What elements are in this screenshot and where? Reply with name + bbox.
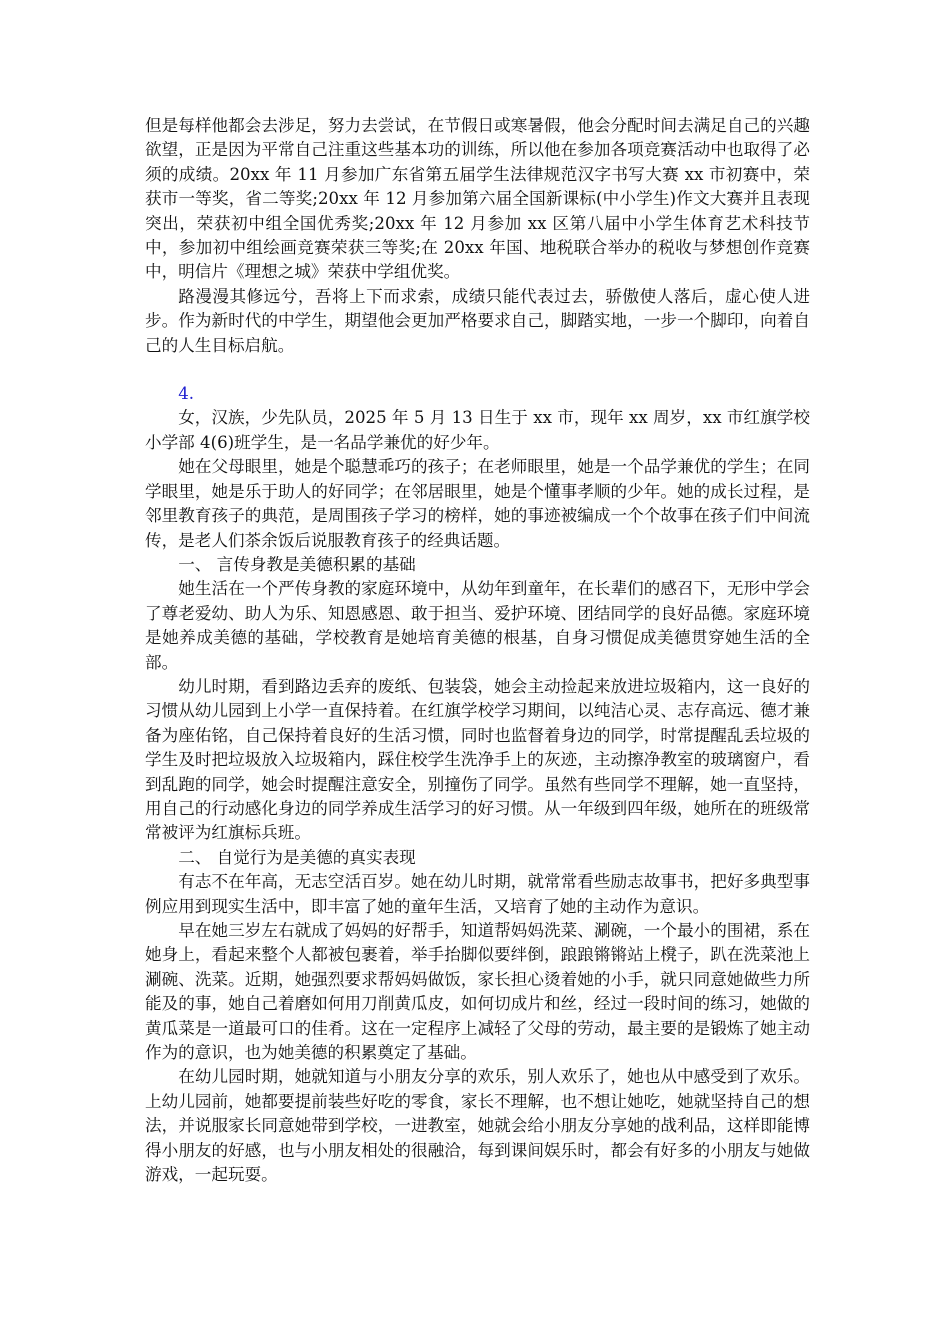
paragraph-family: 她生活在一个严传身教的家庭环境中，从幼年到童年，在长辈们的感召下，无形中学会了尊老爱幼、助人为乐、知恩感恩、敢于担当、爱护环境、团结同学的良好品德。家庭环境是她养成美德的基础，学校教育是她培育美德的根基，自身习惯促成美德贯穿她生活的全部。 — [145, 579, 810, 672]
paragraph-closing: 路漫漫其修远兮，吾将上下而求索，成绩只能代表过去，骄傲使人落后，虚心使人进步。作为新时代的中学生，期望他会更加严格要求自己，脚踏实地，一步一个脚印，向着自己的人生目标启航。 — [145, 286, 810, 355]
paragraph-intro: 女，汉族，少先队员，2025 年 5 月 13 日生于 xx 市，现年 xx 周岁，xx 市红旗学校小学部 4(6)班学生，是一名品学兼优的好少年。 — [145, 408, 810, 452]
paragraph-ambition: 有志不在年高，无志空活百岁。她在幼儿时期，就常常看些励志故事书，把好多典型事例应用到现实生活中，即丰富了她的童年生活，又培育了她的主动作为意识。 — [145, 872, 810, 916]
paragraph-sharing: 在幼儿园时期，她就知道与小朋友分享的欢乐，别人欢乐了，她也从中感受到了欢乐。上幼儿园前，她都要提前装些好吃的零食，家长不理解，也不想让她吃，她就坚持自己的想法，并说服家长同意她带到学校，一进教室，她就会给小朋友分享她的战利品，这样即能博得小朋友的好感，也与小朋友相处的很融洽，每到课间娱乐时，都会有好多的小朋友与她做游戏，一起玩耍。 — [145, 1067, 810, 1185]
heading-section-one: 一、 言传身教是美德积累的基础 — [178, 554, 416, 574]
heading-section-two: 二、 自觉行为是美德的真实表现 — [178, 847, 416, 867]
paragraph-character: 她在父母眼里，她是个聪慧乖巧的孩子；在老师眼里，她是一个品学兼优的学生；在同学眼里，她是乐于助人的好同学；在邻居眼里，她是个懂事孝顺的少年。她的成长过程，是邻里教育孩子的典范，是周围孩子学习的榜样，她的事迹被编成一个个故事在孩子们中间流传，是老人们茶余饭后说服教育孩子的经典话题。 — [145, 457, 810, 550]
paragraph-childhood: 幼儿时期，看到路边丢弃的废纸、包装袋，她会主动捡起来放进垃圾箱内，这一良好的习惯从幼儿园到上小学一直保持着。在红旗学校学习期间，以纯洁心灵、志存高远、德才兼备为座佑铭，自己保持着良好的生活习惯，同时也监督着身边的同学，时常提醒乱丢垃圾的学生及时把垃圾放入垃圾箱内，踩住校学生洗净手上的灰迹，主动擦净教室的玻璃窗户，看到乱跑的同学，她会时提醒注意安全，别撞伤了同学。虽然有些同学不理解，她一直坚持，用自己的行动感化身边的同学养成生活学习的好习惯。从一年级到四年级，她所在的班级常常被评为红旗标兵班。 — [145, 676, 810, 843]
paragraph-helper: 早在她三岁左右就成了妈妈的好帮手，知道帮妈妈洗菜、涮碗，一个最小的围裙，系在她身上，看起来整个人都被包裹着，举手抬脚似要绊倒，踉踉锵锵站上櫈子，趴在洗菜池上涮碗、洗菜。近期，她强烈要求帮妈妈做饭，家长担心烫着她的小手，就只同意她做些力所能及的事，她自己着磨如何用刀削黄瓜皮，如何切成片和丝，经过一段时间的练习，她做的黄瓜菜是一道最可口的佳肴。这在一定程序上减轻了父母的劳动，最主要的是锻炼了她主动作为的意识，也为她美德的积累奠定了基础。 — [145, 921, 810, 1063]
document-page — [145, 114, 810, 1187]
section-number: 4. — [178, 384, 195, 404]
paragraph-awards: 但是每样他都会去涉足，努力去尝试，在节假日或寒暑假，他会分配时间去满足自己的兴趣欲望，正是因为平常自己注重这些基本功的训练，所以他在参加各项竞赛活动中也取得了必须的成绩。20xx 年 11 月参加广东省第五届学生法律规范汉字书写大赛 xx 市初赛中，荣获市一等奖，省二等奖;20xx 年 12 月参加第六届全国新课标(中小学生)作文大赛并且表现突出，荣获初中组全国优秀奖;20xx 年 12 月参加 xx 区第八届中小学生体育艺术科技节中，参加初中组绘画竞赛荣获三等奖;在 20xx 年国、地税联合举办的税收与梦想创作竞赛中，明信片《理想之城》荣获中学组优奖。 — [145, 116, 810, 282]
